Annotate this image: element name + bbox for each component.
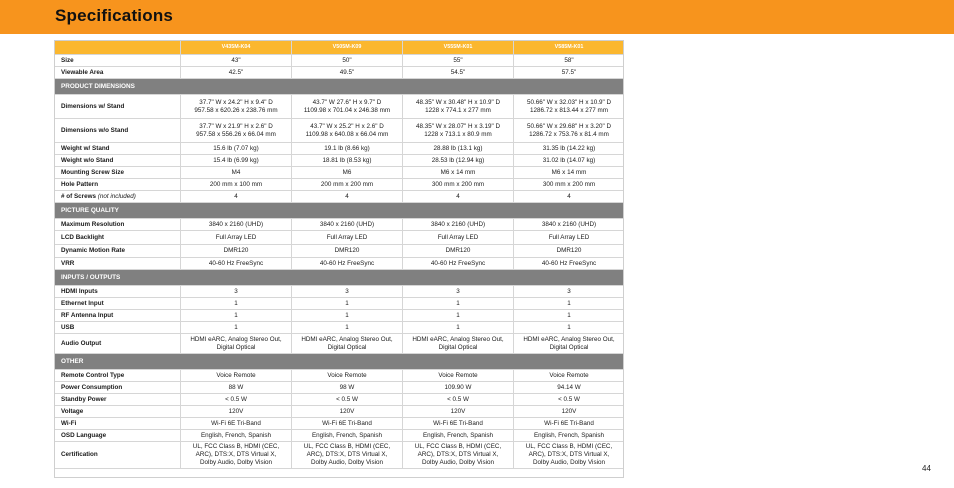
section-title: OTHER: [55, 354, 625, 370]
header-blank-cell: [55, 41, 181, 55]
spec-value: 31.35 lb (14.22 kg): [514, 143, 625, 155]
spec-label: [55, 191, 181, 203]
spec-label: [55, 119, 181, 143]
spec-value: 28.88 lb (13.1 kg): [403, 143, 514, 155]
spec-label-text: Viewable Area: [61, 68, 104, 76]
spec-label: [55, 334, 181, 354]
spec-value: 1: [181, 310, 292, 322]
spec-value: 43.7" W 27.6" H x 9.7" D 1109.98 x 701.04 x 246.38 mm: [292, 95, 403, 119]
specifications-table-frame: [54, 40, 624, 478]
spec-value: Voice Remote: [181, 370, 292, 382]
spec-value: 40-60 Hz FreeSync: [181, 258, 292, 270]
spec-value: Full Array LED: [514, 231, 625, 245]
spec-value: 4: [181, 191, 292, 203]
spec-value: < 0.5 W: [403, 394, 514, 406]
spec-value: DMR120: [181, 245, 292, 258]
spec-value: 1: [514, 310, 625, 322]
spec-value: UL, FCC Class B, HDMI (CEC, ARC), DTS:X, DTS Virtual X, Dolby Audio, Dolby Vision: [514, 442, 625, 469]
spec-value: M6 x 14 mm: [403, 167, 514, 179]
spec-label-text: Certification: [61, 451, 98, 459]
spec-value: 3840 x 2160 (UHD): [292, 219, 403, 231]
spec-value: Full Array LED: [181, 231, 292, 245]
spec-label-text: Power Consumption: [61, 383, 123, 391]
spec-value: 31.02 lb (14.07 kg): [514, 155, 625, 167]
section-title: PICTURE QUALITY: [55, 203, 625, 219]
spec-value: 40-60 Hz FreeSync: [403, 258, 514, 270]
spec-value: 42.5": [181, 67, 292, 79]
spec-value: < 0.5 W: [292, 394, 403, 406]
spec-value: M4: [181, 167, 292, 179]
spec-value: Full Array LED: [403, 231, 514, 245]
spec-value: HDMI eARC, Analog Stereo Out, Digital Optical: [403, 334, 514, 354]
spec-value: 28.53 lb (12.94 kg): [403, 155, 514, 167]
section-title: INPUTS / OUTPUTS: [55, 270, 625, 286]
spec-value: 300 mm x 200 mm: [514, 179, 625, 191]
spec-label: [55, 430, 181, 442]
spec-label: [55, 95, 181, 119]
spec-row: [55, 167, 625, 179]
spec-value: 54.5": [403, 67, 514, 79]
spec-label: [55, 370, 181, 382]
model-header: V585M-K01: [514, 41, 625, 55]
spec-row: [55, 119, 625, 143]
spec-value: 1: [292, 298, 403, 310]
spec-row: [55, 219, 625, 231]
spec-row: [55, 298, 625, 310]
spec-row: [55, 382, 625, 394]
spec-row: [55, 245, 625, 258]
spec-row: [55, 370, 625, 382]
spec-value: 37.7" W x 21.9" H x 2.6" D 957.58 x 556.26 x 66.04 mm: [181, 119, 292, 143]
spec-value: 94.14 W: [514, 382, 625, 394]
section-header-row: [55, 203, 625, 219]
spec-row: [55, 191, 625, 203]
spec-value: 50.66" W x 29.68" H x 3.20" D 1286.72 x 753.76 x 81.4 mm: [514, 119, 625, 143]
spec-label: [55, 298, 181, 310]
spec-value: 1: [292, 310, 403, 322]
spec-label: [55, 382, 181, 394]
spec-value: 1: [403, 298, 514, 310]
spec-value: 1: [292, 322, 403, 334]
spec-label-text: RF Antenna Input: [61, 311, 114, 319]
spec-label-text: Dimensions w/o Stand: [61, 126, 129, 134]
spec-value: 3840 x 2160 (UHD): [181, 219, 292, 231]
spec-value: DMR120: [514, 245, 625, 258]
spec-value: 120V: [292, 406, 403, 418]
spec-row: [55, 430, 625, 442]
spec-label-text: Standby Power: [61, 395, 107, 403]
spec-value: 1: [181, 322, 292, 334]
spec-label-text: Remote Control Type: [61, 371, 125, 379]
spec-label: [55, 310, 181, 322]
spec-label: [55, 442, 181, 469]
spec-value: English, French, Spanish: [292, 430, 403, 442]
spec-value: Full Array LED: [292, 231, 403, 245]
spec-value: HDMI eARC, Analog Stereo Out, Digital Optical: [292, 334, 403, 354]
spec-value: 120V: [514, 406, 625, 418]
spec-row: [55, 418, 625, 430]
spec-value: 43": [181, 55, 292, 67]
spec-value: 57.5": [514, 67, 625, 79]
spec-label: [55, 67, 181, 79]
spec-value: UL, FCC Class B, HDMI (CEC, ARC), DTS:X, DTS Virtual X, Dolby Audio, Dolby Vision: [181, 442, 292, 469]
spec-value: 50.66" W x 32.03" H x 10.9" D 1286.72 x 813.44 x 277 mm: [514, 95, 625, 119]
spec-label-text: Dimensions w/ Stand: [61, 102, 125, 110]
spec-value: 1: [403, 322, 514, 334]
spec-label: [55, 286, 181, 298]
spec-value: UL, FCC Class B, HDMI (CEC, ARC), DTS:X, DTS Virtual X, Dolby Audio, Dolby Vision: [292, 442, 403, 469]
spec-value: 4: [403, 191, 514, 203]
model-header: V435M-K04: [181, 41, 292, 55]
spec-value: 3: [181, 286, 292, 298]
spec-row: [55, 286, 625, 298]
spec-row: [55, 334, 625, 354]
spec-label-text: OSD Language: [61, 431, 107, 439]
spec-value: 15.4 lb (6.99 kg): [181, 155, 292, 167]
spec-value: 58": [514, 55, 625, 67]
spec-value: 18.81 lb (8.53 kg): [292, 155, 403, 167]
section-header-row: [55, 354, 625, 370]
spec-value: 1: [403, 310, 514, 322]
spec-value: English, French, Spanish: [403, 430, 514, 442]
section-title: PRODUCT DIMENSIONS: [55, 79, 625, 95]
spec-value: 48.35" W x 30.48" H x 10.9" D 1228 x 774.1 x 277 mm: [403, 95, 514, 119]
spec-value: HDMI eARC, Analog Stereo Out, Digital Optical: [514, 334, 625, 354]
spec-value: 1: [514, 298, 625, 310]
spec-value: Wi-Fi 6E Tri-Band: [403, 418, 514, 430]
spec-value: M6: [292, 167, 403, 179]
spec-value: HDMI eARC, Analog Stereo Out, Digital Optical: [181, 334, 292, 354]
spec-value: 88 W: [181, 382, 292, 394]
spec-label: [55, 155, 181, 167]
spec-value: English, French, Spanish: [514, 430, 625, 442]
spec-value: 3840 x 2160 (UHD): [403, 219, 514, 231]
spec-label: [55, 418, 181, 430]
spec-value: 1: [514, 322, 625, 334]
spec-label: [55, 258, 181, 270]
spec-value: 4: [514, 191, 625, 203]
spec-label-text: HDMI Inputs: [61, 287, 98, 295]
spec-label-text: Audio Output: [61, 339, 102, 347]
spec-value: 49.5": [292, 67, 403, 79]
spec-label: [55, 245, 181, 258]
spec-value: Voice Remote: [403, 370, 514, 382]
spec-value: 19.1 lb (8.66 kg): [292, 143, 403, 155]
spec-value: 40-60 Hz FreeSync: [292, 258, 403, 270]
spec-label-text: Hole Pattern: [61, 180, 99, 188]
spec-value: 37.7" W x 24.2" H x 9.4" D 957.58 x 620.26 x 238.76 mm: [181, 95, 292, 119]
spec-value: 15.6 lb (7.07 kg): [181, 143, 292, 155]
spec-value: 3840 x 2160 (UHD): [514, 219, 625, 231]
spec-value: 3: [403, 286, 514, 298]
specifications-table: [54, 40, 624, 469]
spec-value: 200 mm x 200 mm: [292, 179, 403, 191]
spec-row: [55, 322, 625, 334]
spec-value: Wi-Fi 6E Tri-Band: [181, 418, 292, 430]
spec-value: Wi-Fi 6E Tri-Band: [292, 418, 403, 430]
spec-value: 55": [403, 55, 514, 67]
spec-label: [55, 167, 181, 179]
spec-label-text: Dynamic Motion Rate: [61, 247, 126, 255]
spec-row: [55, 442, 625, 469]
spec-label: [55, 55, 181, 67]
spec-label-text: Size: [61, 56, 74, 64]
spec-label-text: VRR: [61, 259, 75, 267]
spec-row: [55, 406, 625, 418]
spec-value: Voice Remote: [292, 370, 403, 382]
spec-value: 3: [514, 286, 625, 298]
spec-value: 50": [292, 55, 403, 67]
spec-value: Wi-Fi 6E Tri-Band: [514, 418, 625, 430]
spec-value: English, French, Spanish: [181, 430, 292, 442]
spec-row: [55, 55, 625, 67]
spec-label-note: (not included): [96, 192, 136, 200]
spec-value: 3: [292, 286, 403, 298]
model-header: V505M-K09: [292, 41, 403, 55]
spec-value: DMR120: [403, 245, 514, 258]
spec-value: DMR120: [292, 245, 403, 258]
spec-label-text: LCD Backlight: [61, 233, 105, 241]
spec-value: 1: [181, 298, 292, 310]
spec-value: 4: [292, 191, 403, 203]
spec-row: [55, 155, 625, 167]
spec-label-text: Weight w/ Stand: [61, 144, 110, 152]
spec-label-text: Weight w/o Stand: [61, 156, 114, 164]
spec-row: [55, 258, 625, 270]
spec-label: [55, 394, 181, 406]
model-header: V555M-K01: [403, 41, 514, 55]
spec-row: [55, 143, 625, 155]
spec-label-text: Mounting Screw Size: [61, 168, 124, 176]
spec-value: M6 x 14 mm: [514, 167, 625, 179]
spec-value: 43.7" W x 25.2" H x 2.6" D 1109.98 x 640.08 x 66.04 mm: [292, 119, 403, 143]
section-header-row: [55, 270, 625, 286]
spec-value: Voice Remote: [514, 370, 625, 382]
section-header-row: [55, 79, 625, 95]
spec-value: 109.90 W: [403, 382, 514, 394]
spec-value: 40-60 Hz FreeSync: [514, 258, 625, 270]
spec-value: 48.35" W x 28.07" H x 3.19" D 1228 x 713.1 x 80.9 mm: [403, 119, 514, 143]
table-header-row: [55, 41, 625, 55]
spec-value: 200 mm x 100 mm: [181, 179, 292, 191]
spec-label: [55, 322, 181, 334]
spec-label-text: Ethernet Input: [61, 299, 104, 307]
spec-value: < 0.5 W: [514, 394, 625, 406]
page-number: 44: [922, 464, 931, 473]
spec-label-text: USB: [61, 323, 75, 331]
spec-label-text: Maximum Resolution: [61, 220, 125, 228]
spec-row: [55, 310, 625, 322]
spec-label: [55, 143, 181, 155]
spec-row: [55, 231, 625, 245]
header-banner: [0, 0, 954, 34]
spec-label: [55, 406, 181, 418]
spec-label-text: Voltage: [61, 407, 84, 415]
specifications-table-body: [55, 41, 625, 469]
spec-row: [55, 95, 625, 119]
spec-row: [55, 394, 625, 406]
spec-label: [55, 219, 181, 231]
spec-label: [55, 231, 181, 245]
spec-label-text: # of Screws: [61, 192, 96, 200]
spec-label: [55, 179, 181, 191]
page-title: Specifications: [55, 6, 174, 25]
spec-value: UL, FCC Class B, HDMI (CEC, ARC), DTS:X, DTS Virtual X, Dolby Audio, Dolby Vision: [403, 442, 514, 469]
spec-value: 300 mm x 200 mm: [403, 179, 514, 191]
spec-value: 98 W: [292, 382, 403, 394]
spec-row: [55, 179, 625, 191]
spec-label-text: Wi-Fi: [61, 419, 77, 427]
spec-value: 120V: [181, 406, 292, 418]
spec-value: < 0.5 W: [181, 394, 292, 406]
spec-row: [55, 67, 625, 79]
spec-value: 120V: [403, 406, 514, 418]
